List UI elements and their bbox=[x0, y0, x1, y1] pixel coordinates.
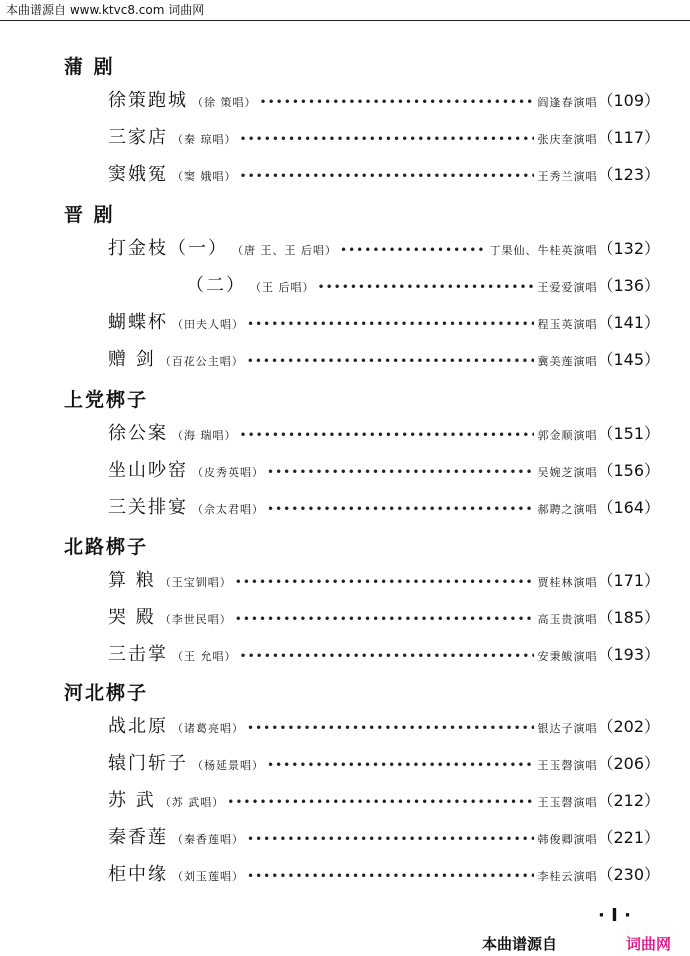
top-bar bbox=[0, 0, 690, 21]
entry-page-number: （151） bbox=[597, 424, 660, 443]
dot-leader bbox=[240, 169, 535, 183]
entry-title: 三关排宴 bbox=[108, 497, 188, 518]
entry-role-note: （徐 策唱） bbox=[192, 96, 257, 109]
entry-title: 战北原 bbox=[108, 716, 168, 737]
entry-performer: 程玉英演唱 bbox=[537, 318, 598, 331]
entry-page-number: （141） bbox=[597, 313, 660, 332]
dot-leader bbox=[340, 243, 486, 257]
entry-page-number: （136） bbox=[597, 276, 660, 295]
entry-role-note: （窦 娥唱） bbox=[172, 170, 237, 183]
entry-title: 哭 殿 bbox=[108, 607, 156, 628]
toc-entry[interactable] bbox=[186, 271, 660, 297]
entry-performer: 张庆奎演唱 bbox=[537, 133, 598, 146]
dot-leader bbox=[247, 721, 534, 735]
entry-role-note: （王宝钏唱） bbox=[159, 576, 232, 589]
entry-role-note: （秦 琼唱） bbox=[172, 133, 237, 146]
entry-title: 坐山吵窑 bbox=[108, 460, 188, 481]
entry-page-number: （156） bbox=[597, 461, 660, 480]
entry-role-note: （王 后唱） bbox=[250, 281, 315, 294]
entry-title: 辕门斩子 bbox=[108, 753, 188, 774]
toc-entry[interactable] bbox=[108, 456, 660, 482]
entry-performer: 丁果仙、牛桂英演唱 bbox=[489, 244, 598, 257]
entry-role-note: （李世民唱） bbox=[159, 613, 232, 626]
section-heading: 上党梆子 bbox=[64, 389, 149, 411]
entry-performer: 安秉鲅演唱 bbox=[537, 650, 598, 663]
entry-page-number: （109） bbox=[597, 91, 660, 110]
entry-title: 三击掌 bbox=[108, 644, 168, 665]
dot-leader bbox=[247, 317, 534, 331]
entry-role-note: （王 允唱） bbox=[172, 650, 237, 663]
entry-performer: 李桂云演唱 bbox=[537, 870, 598, 883]
toc-entry[interactable] bbox=[108, 603, 660, 629]
toc-entry[interactable] bbox=[108, 419, 660, 445]
entry-performer: 王玉磬演唱 bbox=[537, 759, 598, 772]
section-heading: 晋 剧 bbox=[64, 204, 115, 226]
toc-entry[interactable] bbox=[108, 234, 660, 260]
entry-title: 三家店 bbox=[108, 127, 168, 148]
entry-title: 苏 武 bbox=[108, 790, 156, 811]
entry-role-note: （百花公主唱） bbox=[159, 355, 244, 368]
dot-leader bbox=[247, 354, 535, 368]
entry-role-note: （皮秀英唱） bbox=[192, 466, 264, 479]
entry-title: 蝴蝶杯 bbox=[108, 312, 168, 333]
toc-entry[interactable] bbox=[108, 493, 660, 519]
entry-page-number: （185） bbox=[597, 608, 660, 627]
entry-page-number: （145） bbox=[597, 350, 660, 369]
entry-page-number: （171） bbox=[597, 571, 660, 590]
site-header: 本曲谱源自 www.ktvc8.com 词曲网 bbox=[6, 3, 205, 17]
entry-page-number: （164） bbox=[597, 498, 660, 517]
dot-leader bbox=[227, 795, 534, 809]
entry-title: 打金枝（一） bbox=[108, 238, 228, 259]
entry-title: 算 粮 bbox=[108, 570, 156, 591]
toc-entry[interactable] bbox=[108, 123, 660, 149]
entry-page-number: （117） bbox=[597, 128, 660, 147]
entry-page-number: （212） bbox=[597, 791, 660, 810]
section-heading: 河北梆子 bbox=[64, 682, 149, 704]
entry-performer: 高玉贵演唱 bbox=[537, 613, 598, 626]
entry-role-note: （杨延景唱） bbox=[192, 759, 264, 772]
toc-entry[interactable] bbox=[108, 160, 660, 186]
dot-leader bbox=[267, 758, 534, 772]
entry-page-number: （132） bbox=[597, 239, 660, 258]
toc-entry[interactable] bbox=[108, 749, 660, 775]
entry-role-note: （苏 武唱） bbox=[159, 796, 225, 809]
entry-page-number: （123） bbox=[597, 165, 660, 184]
toc-entry[interactable] bbox=[108, 640, 660, 666]
toc-entry[interactable] bbox=[108, 860, 660, 886]
entry-page-number: （202） bbox=[597, 717, 660, 736]
entry-performer: 郝聘之演唱 bbox=[537, 503, 598, 516]
dot-leader bbox=[240, 649, 535, 663]
toc-entry[interactable] bbox=[108, 345, 660, 371]
entry-role-note: （秦香莲唱） bbox=[172, 833, 244, 846]
section-heading: 北路梆子 bbox=[64, 536, 149, 558]
dot-leader bbox=[235, 575, 535, 589]
entry-role-note: （海 瑞唱） bbox=[172, 429, 237, 442]
entry-performer: 吴婉芝演唱 bbox=[537, 466, 598, 479]
dot-leader bbox=[247, 832, 534, 846]
toc-entry[interactable] bbox=[108, 786, 660, 812]
entry-title: 徐策跑城 bbox=[108, 90, 188, 111]
entry-role-note: （刘玉莲唱） bbox=[172, 870, 244, 883]
dot-leader bbox=[267, 502, 534, 516]
entry-performer: 韩俊卿演唱 bbox=[537, 833, 598, 846]
toc-entry[interactable] bbox=[108, 566, 660, 592]
entry-page-number: （206） bbox=[597, 754, 660, 773]
entry-page-number: （221） bbox=[597, 828, 660, 847]
dot-leader bbox=[260, 95, 535, 109]
entry-title: （二） bbox=[186, 275, 246, 296]
entry-title: 窦娥冤 bbox=[108, 164, 168, 185]
entry-title: 秦香莲 bbox=[108, 827, 168, 848]
watermark-source: 本曲谱源自 bbox=[482, 935, 558, 953]
entry-performer: 郭金顺演唱 bbox=[537, 429, 598, 442]
section-heading: 蒲 剧 bbox=[64, 56, 115, 78]
entry-performer: 银达子演唱 bbox=[537, 722, 598, 735]
watermark-site: 词曲网 bbox=[626, 935, 672, 953]
entry-role-note: （诸葛亮唱） bbox=[172, 722, 244, 735]
entry-title: 赠 剑 bbox=[108, 349, 156, 370]
entry-performer: 王爱爱演唱 bbox=[537, 281, 598, 294]
toc-entry[interactable] bbox=[108, 823, 660, 849]
entry-role-note: （唐 王、王 后唱） bbox=[232, 244, 337, 257]
entry-page-number: （230） bbox=[597, 865, 660, 884]
dot-leader bbox=[247, 869, 534, 883]
page-number-mark: · I · bbox=[598, 905, 631, 926]
entry-title: 徐公案 bbox=[108, 423, 168, 444]
toc-entry[interactable] bbox=[108, 712, 660, 738]
dot-leader bbox=[267, 465, 534, 479]
dot-leader bbox=[318, 280, 535, 294]
entry-role-note: （佘太君唱） bbox=[192, 503, 264, 516]
entry-performer: 王秀兰演唱 bbox=[537, 170, 598, 183]
dot-leader bbox=[240, 428, 535, 442]
toc-entry[interactable] bbox=[108, 86, 660, 112]
entry-page-number: （193） bbox=[597, 645, 660, 664]
entry-performer: 阎逢春演唱 bbox=[537, 96, 598, 109]
dot-leader bbox=[240, 132, 535, 146]
entry-performer: 贾桂林演唱 bbox=[537, 576, 598, 589]
entry-performer: 冀美莲演唱 bbox=[537, 355, 598, 368]
entry-title: 柜中缘 bbox=[108, 864, 168, 885]
toc-entry[interactable] bbox=[108, 308, 660, 334]
entry-performer: 王玉磬演唱 bbox=[537, 796, 598, 809]
dot-leader bbox=[235, 612, 535, 626]
entry-role-note: （田夫人唱） bbox=[172, 318, 244, 331]
